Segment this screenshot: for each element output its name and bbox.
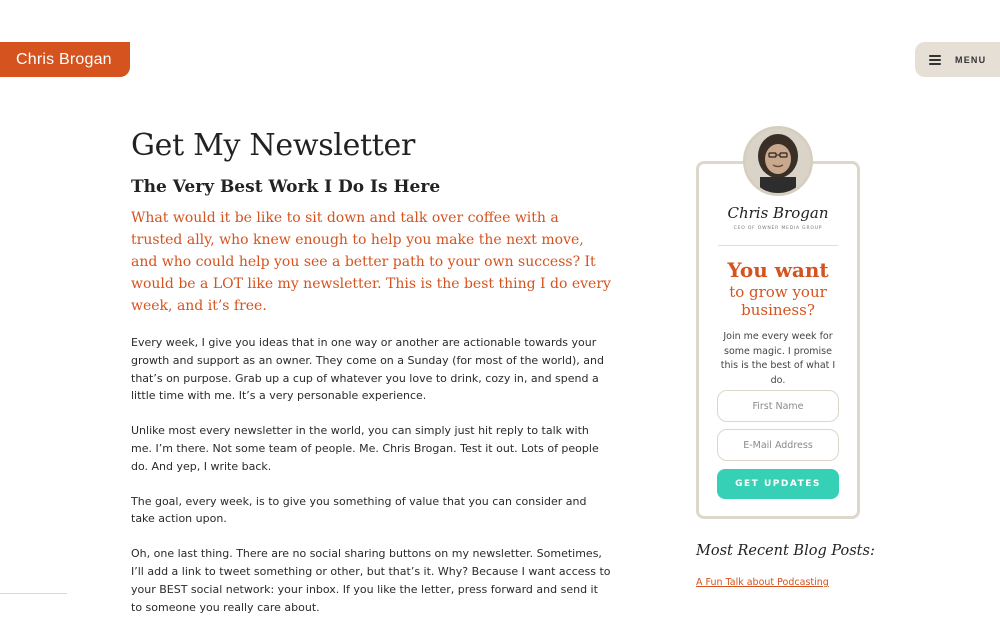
body-paragraph: Every week, I give you ideas that in one way or another are actionable towards your growth and support as an owner. They come on a Sunday (for most of the world), and that’s on purpose. Grab up a cup of whatever you love to drink, cozy in, and spend a little time with me. It’s a very personable experience. [131,336,604,403]
body-paragraph: Unlike most every newsletter in the world, you can simply just hit reply to talk with me. I’m there. Not some team of people. Me. Chris Brogan. Test it out. Lots of people do. And yep, I write back. [131,424,599,473]
body-paragraph: Oh, one last thing. There are no social sharing buttons on my newsletter. Sometimes, I’ll add a link to tweet something or other, but that’s it. Why? Because I want access to your BEST social network: your inbox. If you like the letter, press forward and send it to someone you really care about. [131,547,611,614]
hamburger-icon [929,55,941,65]
first-name-field[interactable] [717,390,839,422]
author-avatar [743,126,813,196]
page-title: Get My Newsletter [131,128,416,163]
signup-headline: You want [727,258,829,282]
footer-divider [0,593,67,594]
author-name: Chris Brogan [727,204,829,222]
page-subtitle: The Very Best Work I Do Is Here [131,177,441,197]
get-updates-button[interactable]: GET UPDATES [717,469,839,499]
author-role: CEO OF OWNER MEDIA GROUP [733,226,823,231]
article [131,128,611,616]
site-logo[interactable]: Chris Brogan [0,42,130,77]
lead-paragraph: What would it be like to sit down and talk over coffee with a trusted ally, who knew enough to help you make the next move, and who could help you see a better path to your own success? It would be a LOT like my newsletter. This is the best thing I do every week, and it’s free. [131,210,611,314]
email-field[interactable] [717,429,839,461]
signup-subheadline: to grow your business? [729,283,827,319]
recent-posts-heading: Most Recent Blog Posts: [696,543,875,559]
body-paragraph: The goal, every week, is to give you something of value that you can consider and take action upon. [131,494,587,526]
recent-post-link[interactable]: A Fun Talk about Podcasting [696,577,829,588]
card-divider [718,245,838,246]
menu-label: MENU [955,54,987,65]
signup-description: Join me every week for some magic. I promise this is the best of what I do. [720,331,836,386]
menu-button[interactable] [915,42,1000,77]
